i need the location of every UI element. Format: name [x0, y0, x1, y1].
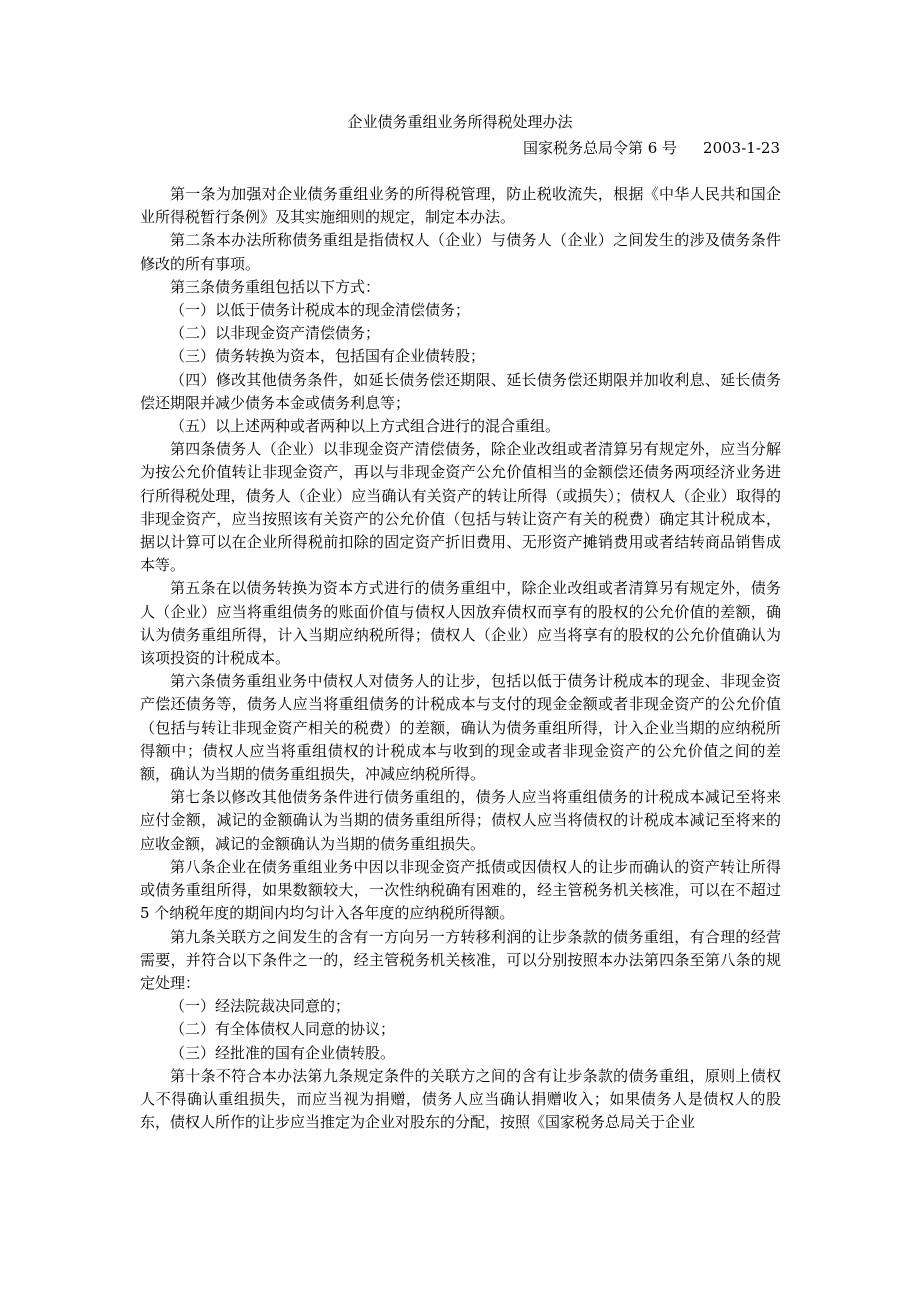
article-8: 第八条企业在债务重组业务中因以非现金资产抵债或因债权人的让步而确认的资产转让所得或债务重组所得，如果数额较大，一次性纳税确有困难的，经主管税务机关核准，可以在不超过 5 个纳税年度的期间内均匀计入各年度的应纳税所得额。	[140, 857, 781, 923]
article-9-item-1: （一）经法院裁决同意的；	[170, 997, 351, 1016]
issue-date: 2003-1-23	[703, 139, 780, 157]
article-3: 第三条债务重组包括以下方式：	[170, 277, 381, 296]
article-3-item-1: （一）以低于债务计税成本的现金清偿债务；	[170, 301, 471, 320]
article-1: 第一条为加强对企业债务重组业务的所得税管理，防止税收流失，根据《中华人民共和国企业所得税暂行条例》及其实施细则的规定，制定本办法。	[140, 185, 781, 227]
article-7: 第七条以修改其他债务条件进行债务重组的，债务人应当将重组债务的计税成本减记至将来应付金额，减记的金额确认为当期的债务重组所得；债权人应当将债权的计税成本减记至将来的应收金额，减记的金额确认为当期的债务重组损失。	[140, 788, 781, 853]
document-body	[140, 183, 781, 1134]
article-9-item-2: （二）有全体债权人同意的协议；	[170, 1020, 396, 1039]
article-9-item-3: （三）经批准的国有企业债转股。	[170, 1043, 396, 1062]
article-6: 第六条债务重组业务中债权人对债务人的让步，包括以低于债务计税成本的现金、非现金资产偿还债务等，债务人应当将重组债务的计税成本与支付的现金金额或者非现金资产的公允价值（包括与转让非现金资产相关的税费）的差额，确认为债务重组所得，计入企业当期的应纳税所得额中；债权人应当将重组债权的计税成本与收到的现金或者非现金资产的公允价值之间的差额，确认为当期的债务重组损失，冲减应纳税所得。	[140, 672, 781, 784]
article-3-item-5: （五）以上述两种或者两种以上方式组合进行的混合重组。	[170, 417, 561, 436]
article-9: 第九条关联方之间发生的含有一方向另一方转移利润的让步条款的债务重组，有合理的经营需要，并符合以下条件之一的，经主管税务机关核准，可以分别按照本办法第四条至第八条的规定处理：	[140, 927, 781, 992]
article-3-item-4: （四）修改其他债务条件，如延长债务偿还期限、延长债务偿还期限并加收利息、延长债务偿还期限并减少债务本金或债务利息等；	[140, 370, 781, 412]
article-3-item-3: （三）债务转换为资本，包括国有企业债转股；	[170, 347, 486, 366]
issuer-number: 国家税务总局令第 6 号	[522, 139, 678, 157]
article-2: 第二条本办法所称债务重组是指债权人（企业）与债务人（企业）之间发生的涉及债务条件修改的所有事项。	[140, 231, 781, 273]
article-4: 第四条债务人（企业）以非现金资产清偿债务，除企业改组或者清算另有规定外，应当分解为按公允价值转让非现金资产，再以与非现金资产公允价值相当的金额偿还债务两项经济业务进行所得税处理，债务人（企业）应当确认有关资产的转让所得（或损失）；债权人（企业）取得的非现金资产，应当按照该有关资产的公允价值（包括与转让资产有关的税费）确定其计税成本，据以计算可以在企业所得税前扣除的固定资产折旧费用、无形资产摊销费用或者结转商品销售成本等。	[140, 440, 781, 575]
document-title: 企业债务重组业务所得税处理办法	[347, 113, 573, 131]
document-issuer-line	[523, 138, 780, 158]
article-10: 第十条不符合本办法第九条规定条件的关联方之间的含有让步条款的债务重组，原则上债权人不得确认重组损失，而应当视为捐赠，债务人应当确认捐赠收入；如果债务人是债权人的股东，债权人所作的让步应当推定为企业对股东的分配，按照《国家税务总局关于企业	[140, 1066, 781, 1132]
article-3-item-2: （二）以非现金资产清偿债务；	[170, 324, 381, 343]
article-5: 第五条在以债务转换为资本方式进行的债务重组中，除企业改组或者清算另有规定外，债务人（企业）应当将重组债务的账面价值与债权人因放弃债权而享有的股权的公允价值的差额，确认为债务重组所得，计入当期应纳税所得；债权人（企业）应当将享有的股权的公允价值确认为该项投资的计税成本。	[140, 579, 781, 668]
